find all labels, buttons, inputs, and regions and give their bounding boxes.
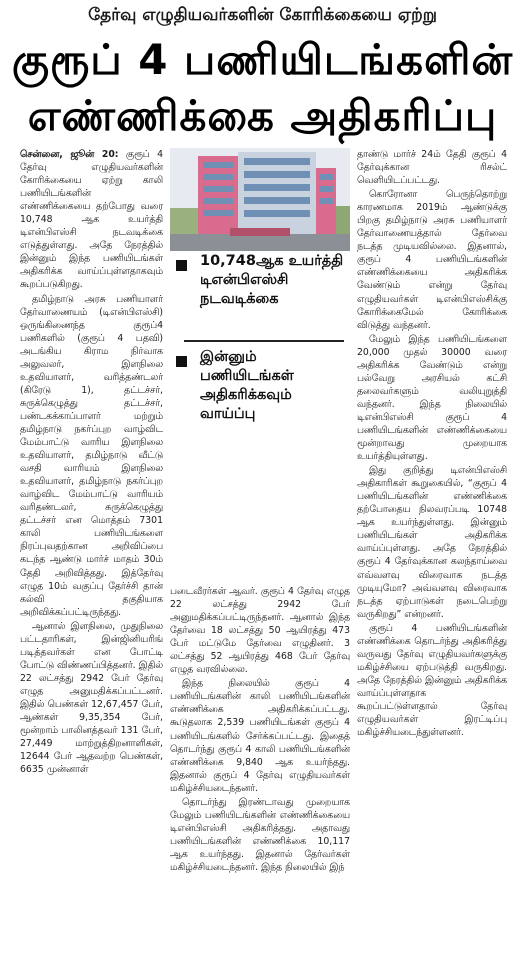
paragraph: தமிழ்நாடு அரசு பணியாளர் தேர்வாணையம் (டிஎன்பிஎஸ்சி) ஒருங்கிணைந்த குரூப்4 பணிகளில் (குரூப் 4 பதவி) அடங்கிய கிராம நிர்வாக அலுவலர், இளநிலை உதவியாளர், வரித்தண்டலர் (கிரேடு 1), தட்டச்சர், சுருக்கெழுத்து தட்டச்சர், பண்டகக்காப்பாளர் மற்றும் தமிழ்நாடு நகர்ப்புற வாழ்விட மேம்பாட்டு வாரிய இளநிலை உதவியாளர், தமிழ்நாடு வீட்டு வசதி வாரியம் இளநிலை உதவியாளர், தமிழ்நாடு நகர்ப்புற வாழ்விட மேம்பாட்டு வாரியம் வரிதண்டலர், சுருக்கெழுத்து தட்டச்சர் என மொத்தம் 7301 காலி பணியிடங்களை நிரப்புவதற்கான அறிவிப்பை கடந்த ஆண்டு மார்ச் மாதம் 30ம் தேதி அறிவித்தது. இத்தேர்வு எழுத 10ம் வகுப்பு தேர்ச்சி தான் கல்வி தகுதியாக அறிவிக்கப்பட்டிருந்தது. <box>20 293 163 618</box>
paragraph: கொரோனா பெருந்தொற்று காரணமாக 2019ம் ஆண்டுக்கு பிறகு தமிழ்நாடு அரசு பணியாளர் தேர்வாணையத்தால் தேர்வை நடத்த முடியவில்லை. இதனால், குரூப் 4 பணியிடங்களின் எண்ணிக்கையை அதிகரிக்க வேண்டும் என்று தேர்வு எழுதியவர்கள் டிஎன்பிஎஸ்சிக்கு கோரிக்கைமேல் கோரிக்கை விடுத்து வந்தனர். <box>357 189 507 331</box>
bullet-square-icon <box>176 260 187 271</box>
paragraph: குரூப் 4 பணியிடங்களின் எண்ணிக்கை தொடர்ந்து அதிகரித்து வருவது தேர்வு எழுதியவர்களுக்கு மகிழ்ச்சியை ஏற்படுத்தி வருகிறது. அதே நேரத்தில் இன்னும் அதிகரிக்க வாய்ப்புள்ளதாக கூறப்பட்டுள்ளதால் தேர்வு எழுதியவர்கள் இரட்டிப்பு மகிழ்ச்சியடைந்துள்ளனர். <box>357 622 507 739</box>
bullet-square-icon <box>176 356 187 367</box>
paragraph: இந்த நிலையில் குரூப் 4 பணியிடங்களின் காலி பணியிடங்களின் எண்ணிக்கை அதிகரிக்கப்பட்டது. கூடுதலாக 2,539 பணியிடங்கள் குரூப் 4 பணியிடங்களில் சேர்க்கப்பட்டது. இதைத் தொடர்ந்து குரூப் 4 காலி பணியிடங்களின் எண்ணிக்கை 9,840 ஆக உயர்ந்தது. இதனால் குரூப் 4 தேர்வு எழுதியவர்கள் மகிழ்ச்சியடைந்தனர். <box>170 678 350 794</box>
paragraph: படைவீரர்கள் ஆவர். குரூப் 4 தேர்வு எழுத 22 லட்சத்து 2942 பேர் அனுமதிக்கப்பட்டிருந்தனர். ஆனால் இந்த தேர்வை 18 லட்சத்து 50 ஆயிரத்து 473 பேர் மட்டுமே தேர்வை எழுதினர். 3 லட்சத்து 52 ஆயிரத்து 468 பேர் தேர்வு எழுத வரவில்லை. <box>170 586 350 676</box>
paragraph: மேலும் இந்த பணியிடங்களை 20,000 முதல் 30000 வரை அதிகரிக்க வேண்டும் என்று பல்வேறு அரசியல் கட்சி தலைவர்களும் வலியுறுத்தி வந்தனர். இந்த நிலையில் டிஎன்பிஎஸ்சி குரூப் 4 பணியிடங்களின் எண்ணிக்கையை மூன்றாவது முறையாக உயர்த்தியுள்ளது. <box>357 333 507 463</box>
tnpsc-building-photo <box>170 148 350 251</box>
headline-line-1: குரூப் 4 பணியிடங்களின் <box>11 35 514 84</box>
highlight-2: இன்னும் பணியிடங்கள் அதிகரிக்கவும் வாய்ப்பு <box>200 349 294 422</box>
paragraph: ஆனால் இளநிலை, முதுநிலை பட்டதாரிகள், இன்ஜினியரிங் படித்தவர்கள் என போட்டி போட்டு விண்ணப்பித்தனர். இதில் 22 லட்சத்து 2942 பேர் தேர்வு எழுத அனுமதிக்கப்பட்டனர். இதில் பெண்கள் 12,67,457 பேர், ஆண்கள் 9,35,354 பேர், மூன்றாம் பாலினத்தவர் 131 பேர், 27,449 மாற்றுத்திறனாளிகள், 12644 பேர் ஆதவற்ற பெண்கள், 6635 முன்னாள் <box>20 620 163 776</box>
article-column-2 <box>170 585 350 942</box>
headline-line-2: எண்ணிக்கை அதிகரிப்பு <box>27 91 498 140</box>
paragraph: தொடர்ந்து இரண்டாவது முறையாக மேலும் பணியிடங்களின் எண்ணிக்கையை டிஎன்பிஎஸ்சி அதிகரித்தது. அதாவது பணியிடங்களின் எண்ணிக்கை 10,117 ஆக உயர்ந்தது. இதனால் தேர்வர்கள் மகிழ்ச்சியடைந்தனர். இந்த நிலையில் இந் <box>170 796 350 873</box>
highlight-divider <box>184 340 344 342</box>
dateline: சென்னை, ஜூன் 20: <box>20 149 119 160</box>
paragraph-text: குரூப் 4 தேர்வு எழுதியவர்களின் கோரிக்கையை ஏற்று காலி பணியிடங்களின் எண்ணிக்கையை தற்போது வரை 10,748 ஆக உயர்த்தி டிஎன்பிஎஸ்சி நடவடிக்கை எடுத்துள்ளது. அதே நேரத்தில் இன்னும் இந்த பணியிடங்கள் அதிகரிக்க வாய்ப்புள்ளதாகவும் கூறப்படுகிறது. <box>20 149 163 291</box>
highlight-1: 10,748ஆக உயர்த்தி டிஎன்பிஎஸ்சி நடவடிக்கை <box>200 253 344 307</box>
paragraph: இது குறித்து டிஎன்பிஎஸ்சி அதிகாரிகள் கூறுகையில், “குரூப் 4 பணியிடங்களின் எண்ணிக்கை தற்போதைய நிலவரப்படி 10748 ஆக உயர்ந்துள்ளது. இன்னும் பணியிடங்கள் அதிகரிக்க வாய்ப்புள்ளது. அதே நேரத்தில் குரூப் 4 தேர்வுக்கான கலந்தாய்வை எவ்வளவு விரைவாக நடத்த முடியுமோ? அவ்வளவு விரைவாக நடத்த ஏற்பாடுகள் நடைபெற்று வருகிறது” என்றனர். <box>357 465 507 620</box>
article-column-1 <box>20 148 163 942</box>
paragraph: தாண்டு மார்ச் 24ம் தேதி குரூப் 4 தேர்வுக்கான ரிசல்ட் வெளியிடப்பட்டது. <box>357 149 507 187</box>
kicker-line: தேர்வு எழுதியவர்களின் கோரிக்கையை ஏற்று <box>88 5 437 25</box>
highlights-box <box>170 252 350 580</box>
building-illustration <box>170 148 350 251</box>
article-column-3 <box>357 148 507 942</box>
paragraph <box>20 148 163 292</box>
